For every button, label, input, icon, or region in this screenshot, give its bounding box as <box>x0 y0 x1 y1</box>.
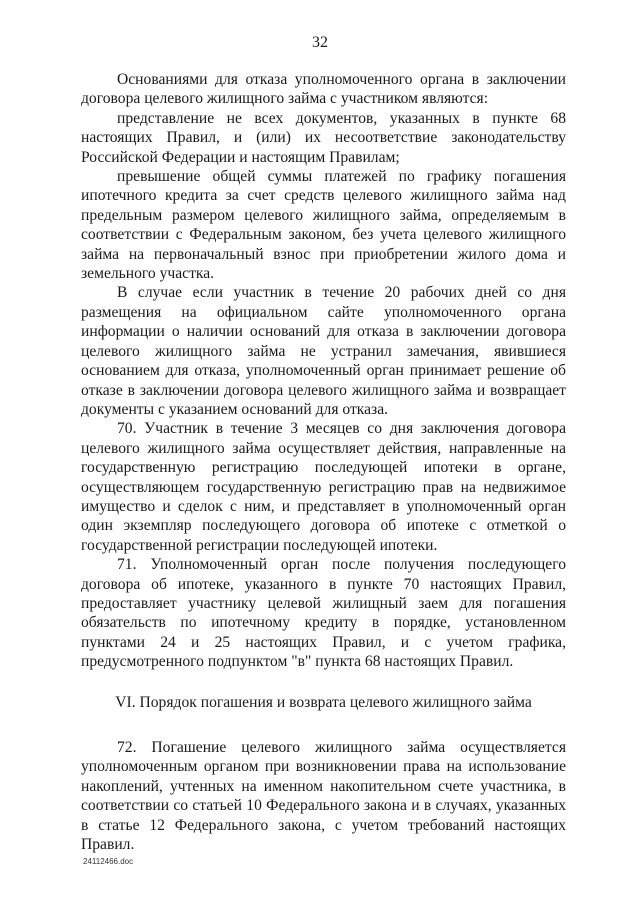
paragraph-clause-70: 70. Участник в течение 3 месяцев со дня заключения договора целевого жилищного займа осуществляет действия, направленные на государственную регистрацию последующей ипотеки в органе, осуществляющем государственную регистрацию прав на недвижимое имущество и сделок с ним, и представляет в уполномоченный орган один экземпляр последующего договора об ипотеке с отметкой о государственной регистрации последующей ипотеки. <box>81 420 566 554</box>
paragraph-refusal-grounds: Основаниями для отказа уполномоченного органа в заключении договора целевого жилищного займа с участником являются: <box>81 71 566 108</box>
paragraph-clause-71: 71. Уполномоченный орган после получения последующего договора об ипотеке, указанного в пункте 70 настоящих Правил, предоставляет участнику целевой жилищный заем для погашения обязательств по ипотечному кредиту в порядке, установленном пунктами 24 и 25 настоящих Правил, и с учетом графика, предусмотренного подпунктом "в" пункта 68 настоящих Правил. <box>81 556 566 671</box>
paragraph-clause-72: 72. Погашение целевого жилищного займа осуществляется уполномоченным органом при возникновении права на использование накоплений, учтенных на именном накопительном счете участника, в соответствии со статьей 10 Федерального закона и в случаях, указанных в статье 12 Федерального закона, с учетом требований настоящих Правил. <box>81 739 566 854</box>
section-heading: VI. Порядок погашения и возврата целевого жилищного займа <box>115 693 532 711</box>
document-body <box>81 70 566 854</box>
paragraph-incomplete-documents: представление не всех документов, указанных в пункте 68 настоящих Правил, и (или) их несоответствие законодательству Российской Федерации и настоящим Правилам; <box>81 109 566 166</box>
footer-filename: 24112466.doc <box>83 857 134 866</box>
paragraph-uncorrected-remarks: В случае если участник в течение 20 рабочих дней со дня размещения на официальном сайте уполномоченного органа информации о наличии оснований для отказа в заключении договора целевого жилищного займа не устранил замечания, явившиеся основанием для отказа, уполномоченный орган принимает решение об отказе в заключении договора целевого жилищного займа и возвращает документы с указанием оснований для отказа. <box>81 284 566 418</box>
paragraph-payment-excess: превышение общей суммы платежей по графику погашения ипотечного кредита за счет средств целевого жилищного займа над предельным размером целевого жилищного займа, определяемым в соответствии с Федеральным законом, без учета целевого жилищного займа на первоначальный взнос при приобретении жилого дома и земельного участка. <box>81 168 566 283</box>
page-number: 32 <box>312 34 328 51</box>
